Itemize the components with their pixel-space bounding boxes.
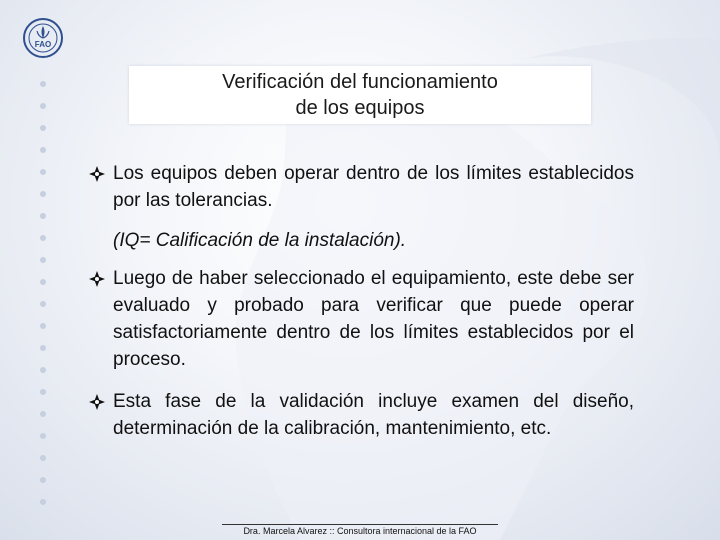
bullet-text: Los equipos deben operar dentro de los límites establecidos por las tolerancias.	[113, 163, 634, 211]
bullet-text: Luego de haber seleccionado el equipamiento, este debe ser evaluado y probado para verificar que puede operar satisfactoriamente dentro de los límites establecidos por el proceso.	[113, 268, 634, 370]
slide-title-box	[129, 66, 591, 124]
diamond-bullet-icon	[88, 165, 106, 183]
diamond-bullet-icon	[88, 270, 106, 288]
slide-title-line-1: Verificación del funcionamiento	[222, 71, 498, 93]
footer-credit: Dra. Marcela Alvarez :: Consultora internacional de la FAO	[222, 524, 498, 537]
logo-text: FAO	[34, 40, 52, 49]
bullet-item	[88, 160, 634, 214]
note-text: (IQ= Calificación de la instalación).	[113, 230, 407, 251]
diamond-bullet-icon	[88, 393, 106, 411]
fao-logo-icon	[22, 17, 64, 59]
bullet-text: Esta fase de la validación incluye examen del diseño, determinación de la calibración, mantenimiento, etc.	[113, 391, 634, 439]
bullet-item	[88, 265, 634, 373]
slide-content	[88, 160, 634, 442]
bullet-item	[88, 388, 634, 442]
slide-title-line-2: de los equipos	[295, 97, 425, 119]
side-watermark	[30, 66, 56, 512]
